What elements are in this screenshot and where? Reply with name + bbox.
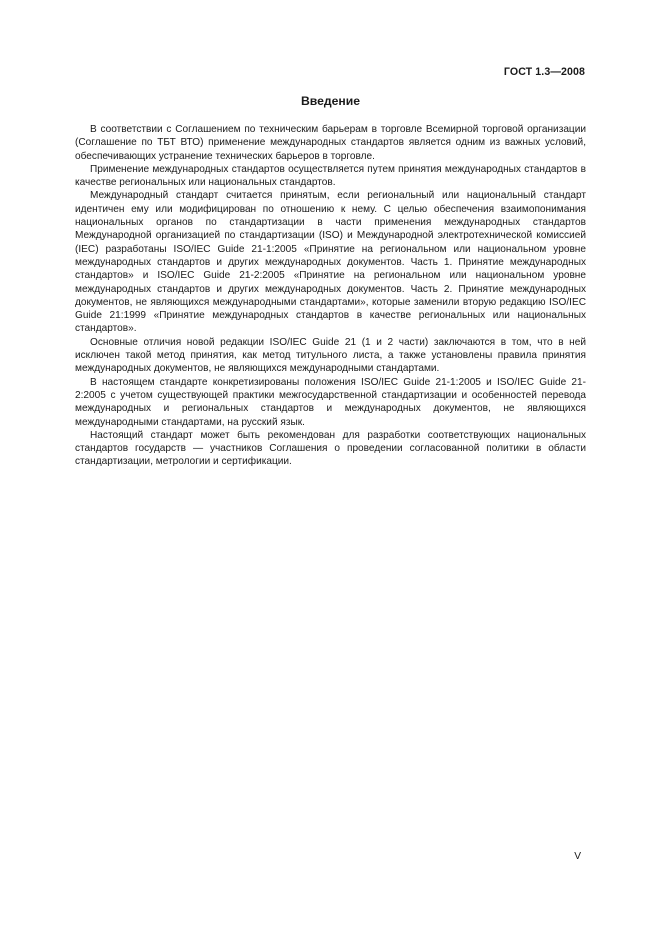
document-code-header: ГОСТ 1.3—2008: [503, 66, 585, 78]
page-number: V: [574, 851, 581, 862]
paragraph-2: Применение международных стандартов осуществляется путем принятия международных стандартов в качестве региональных или национальных стандартов.: [75, 163, 586, 189]
paragraph-1: В соответствии с Соглашением по техническим барьерам в торговле Всемирной торговой организации (Соглашение по ТБТ ВТО) применение международных стандартов является одним из важных условий, обеспечивающих устранение технических барьеров в торговле.: [75, 124, 586, 162]
paragraph-4: Основные отличия новой редакции ISO/IEC Guide 21 (1 и 2 части) заключаются в том, что в ней исключен такой метод принятия, как метод титульного листа, а также установлены правила принятия международных документов, не являющихся международными стандартами.: [75, 336, 586, 375]
paragraph-6: Настоящий стандарт может быть рекомендован для разработки соответствующих национальных стандартов государств — участников Соглашения о проведении согласованной политики в области стандартизации, метрологии и сертификации.: [75, 429, 586, 468]
paragraph-5: В настоящем стандарте конкретизированы положения ISO/IEC Guide 21-1:2005 и ISO/IEC Guide 21-2:2005 с учетом существующей практики межгосударственной стандартизации и особенностей перевода международных и региональных стандартов и международных документов, не являющихся международными стандартами, на русский язык.: [75, 376, 586, 428]
paragraph-3: Международный стандарт считается принятым, если региональный или национальный стандарт идентичен ему или модифицирован по отношению к нему. С целью обеспечения взаимопонимания национальных органов по стандартизации в части применения международных стандартов Международной организацией по стандартизации (ISO) и Международной электротехнической комиссией (IEC) разработаны ISO/IEC Guide 21-1:2005 «Принятие на региональном или национальном уровне международных стандартов и других международных документов. Часть 1. Принятие международных стандартов» и ISO/IEC Guide 21-2:2005 «Принятие на региональном или национальном уровне международных стандартов и других международных документов. Часть 2. Принятие международных документов, не являющихся международными стандартами», которые заменили вторую редакцию ISO/IEC Guide 21:1999 «Принятие международных стандартов в качестве региональных или национальных стандартов».: [75, 190, 586, 335]
section-title: Введение: [300, 94, 361, 108]
introduction-body: [75, 123, 586, 469]
